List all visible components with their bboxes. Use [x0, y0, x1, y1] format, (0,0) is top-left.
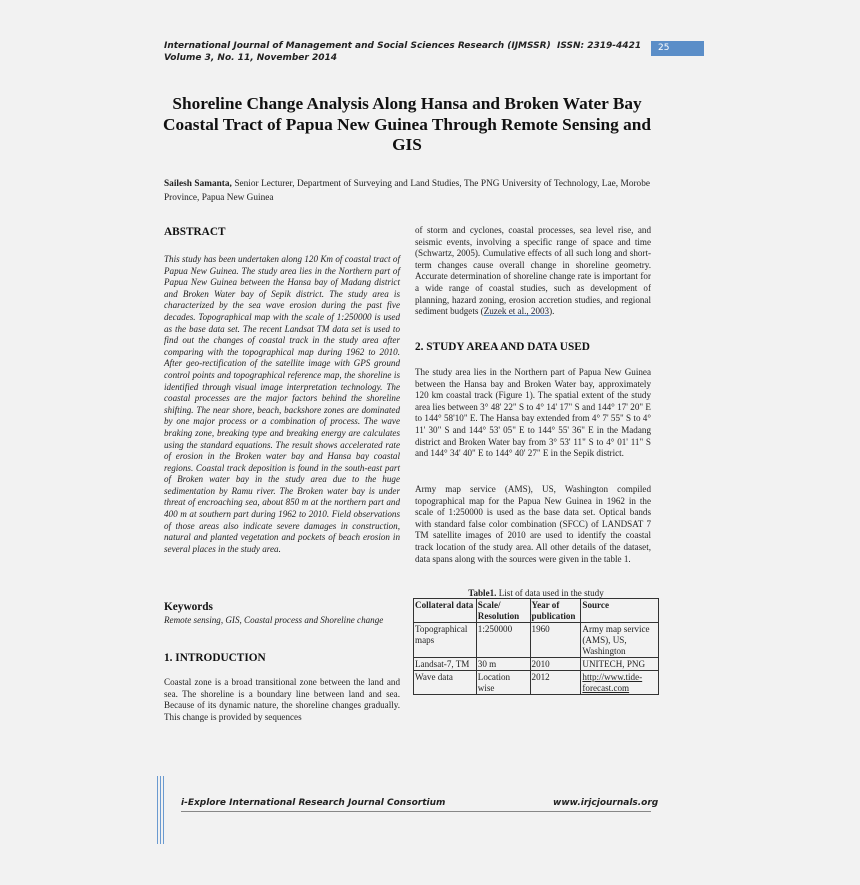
- issn: ISSN: 2319-4421: [557, 41, 642, 51]
- study-area-text: The study area lies in the Northern part of Papua New Guinea between the Hansa bay and Broken Water bay, approximately 120 km coastal track (Figure 1). The spatial extent of the study area lies between 3° 48' 22" S to 4° 14' 17" S and 144° 17' 20" E to 144° 58'10" E. The Hansa bay extended from 4° 7' 55" S to 4° 11' 30" S and 144° 53' 05" E to 144° 55' 36" E in the Madang district and Broken Water bay from 3° 53' 11" S to 4° 01' 11" S and 144° 34' 40" E to 144° 40' 27" E in the Sepik district.: [415, 367, 651, 459]
- citation-link[interactable]: Zuzek et al., 2003: [483, 306, 550, 317]
- keywords-text: Remote sensing, GIS, Coastal process and Shoreline change: [164, 615, 384, 625]
- intro-text: Coastal zone is a broad transitional zone between the land and sea. The shoreline is a boundary line between land and sea. Because of its dynamic nature, the shoreline changes gradually. This change is provided by sequences: [164, 677, 400, 722]
- table-row: [414, 623, 659, 658]
- journal-name: International Journal of Management and Social Sciences Research (IJMSSR): [164, 41, 551, 51]
- table-header-cell: Scale/ Resolution: [476, 599, 530, 623]
- table-caption-text: List of data used in the study: [496, 588, 604, 598]
- table-cell: Landsat-7, TM: [414, 658, 477, 671]
- table-row: [414, 671, 659, 695]
- paper-title: Shoreline Change Analysis Along Hansa and Broken Water Bay Coastal Tract of Papua New Guinea Through Remote Sensing and GIS: [163, 94, 651, 154]
- study-area-heading: 2. STUDY AREA AND DATA USED: [415, 341, 590, 353]
- table-cell: 2010: [530, 658, 581, 671]
- table-caption: [414, 588, 658, 598]
- data-table: [413, 598, 659, 695]
- abstract-heading: ABSTRACT: [164, 226, 226, 238]
- volume-info: Volume 3, No. 11, November 2014: [164, 53, 337, 63]
- page-number-badge: 25: [651, 41, 704, 56]
- table-cell: Location wise: [476, 671, 530, 695]
- wave-data-source-link[interactable]: http://www.tide-forecast.com: [582, 672, 643, 693]
- table-header-cell: Collateral data: [414, 599, 477, 623]
- footer-divider: [181, 811, 651, 812]
- keywords-heading: Keywords: [164, 601, 213, 613]
- table-cell: 30 m: [476, 658, 530, 671]
- right-para-1-end: ).: [549, 306, 555, 317]
- right-para-1-text: of storm and cyclones, coastal processes, sea level rise, and seismic events, involving a specific range of space and time (Schwartz, 2005). Cumulative effects of all such long and short-term changes cause overall change in shoreline geometry. Accurate determination of shoreline change rate is important for a wide range of coastal studies, such as development of planning, hazard zoning, erosion accretion studies, and regional sediment budgets (: [415, 225, 651, 317]
- right-para-1: [415, 225, 651, 318]
- table-caption-label: Table1.: [468, 588, 497, 598]
- table-header-row: [414, 599, 659, 623]
- table-cell: [581, 671, 659, 695]
- intro-heading: 1. INTRODUCTION: [164, 652, 266, 664]
- footer-accent-bar: [163, 776, 164, 844]
- table-header-cell: Source: [581, 599, 659, 623]
- table-cell: UNITECH, PNG: [581, 658, 659, 671]
- table-cell: Wave data: [414, 671, 477, 695]
- table-cell: 1960: [530, 623, 581, 658]
- data-used-text: Army map service (AMS), US, Washington compiled topographical map for the Papua New Guinea in 1962 in the scale of 1:250000 is used as the base data set. Optical bands with standard false color combination (SFCC) of LANDSAT 7 TM satellite images of 2010 are used to identify the coastal track location of the study area. All other details of the dataset, data spans along with the sources were given in the table 1.: [415, 484, 651, 564]
- footer-consortium: i-Explore International Research Journal Consortium: [181, 798, 446, 808]
- table-cell: 2012: [530, 671, 581, 695]
- table-cell: Army map service (AMS), US, Washington: [581, 623, 659, 658]
- footer-accent-bar: [160, 776, 161, 844]
- abstract-text: This study has been undertaken along 120 Km of coastal tract of Papua New Guinea. The study area lies in the Northern part of Papua New Guinea between the Hansa bay of Madang district and Broken Water bay of Sepik district. The study area is characterized by the sea wave erosion during the past five decades. Topographical map with the scale of 1:250000 is used as the base data set. The recent Landsat TM data set is used to find out the changes of coastal track in the study area after comparing with the topographical map during 1962 to 2010. After geo-rectification of the satellite image with GPS ground control points and topographical reference map, the shoreline is identified through visual image interpretation technology. The coastal processes are the major factors behind the shoreline shifting. The near shore, beach, backshore zones are dominated by one major process or a combination of process. The wave braking zone, breaking type and breaking energy are calculates using the standard equations. The result shows accelerated rate of erosion in the Broken water bay and Hansa bay coastal regions. Coastal track deposition is found in the south-east part of Broken water bay in the study area due to the huge sedimentation by Ramu river. The Broken water bay is under threat of encroaching sea, about 850 m at the northern part and 400 m at southern part during 1962 to 2010. Field observations of those areas also indicate severe damages in construction, natural and planted vegetation and pockets of beach erosion in several places in the study area.: [164, 254, 400, 554]
- author-affiliation: Senior Lecturer, Department of Surveying and Land Studies, The PNG University of Technology, Lae, Morobe Province, Papua New Guinea: [164, 179, 650, 203]
- footer-website[interactable]: www.irjcjournals.org: [553, 798, 659, 808]
- table-cell: 1:250000: [476, 623, 530, 658]
- table-header-cell: Year of publication: [530, 599, 581, 623]
- footer-accent-bar: [157, 776, 158, 844]
- table-cell: Topographical maps: [414, 623, 477, 658]
- author-block: [164, 177, 650, 205]
- author-name: Sailesh Samanta,: [164, 179, 232, 189]
- table-row: [414, 658, 659, 671]
